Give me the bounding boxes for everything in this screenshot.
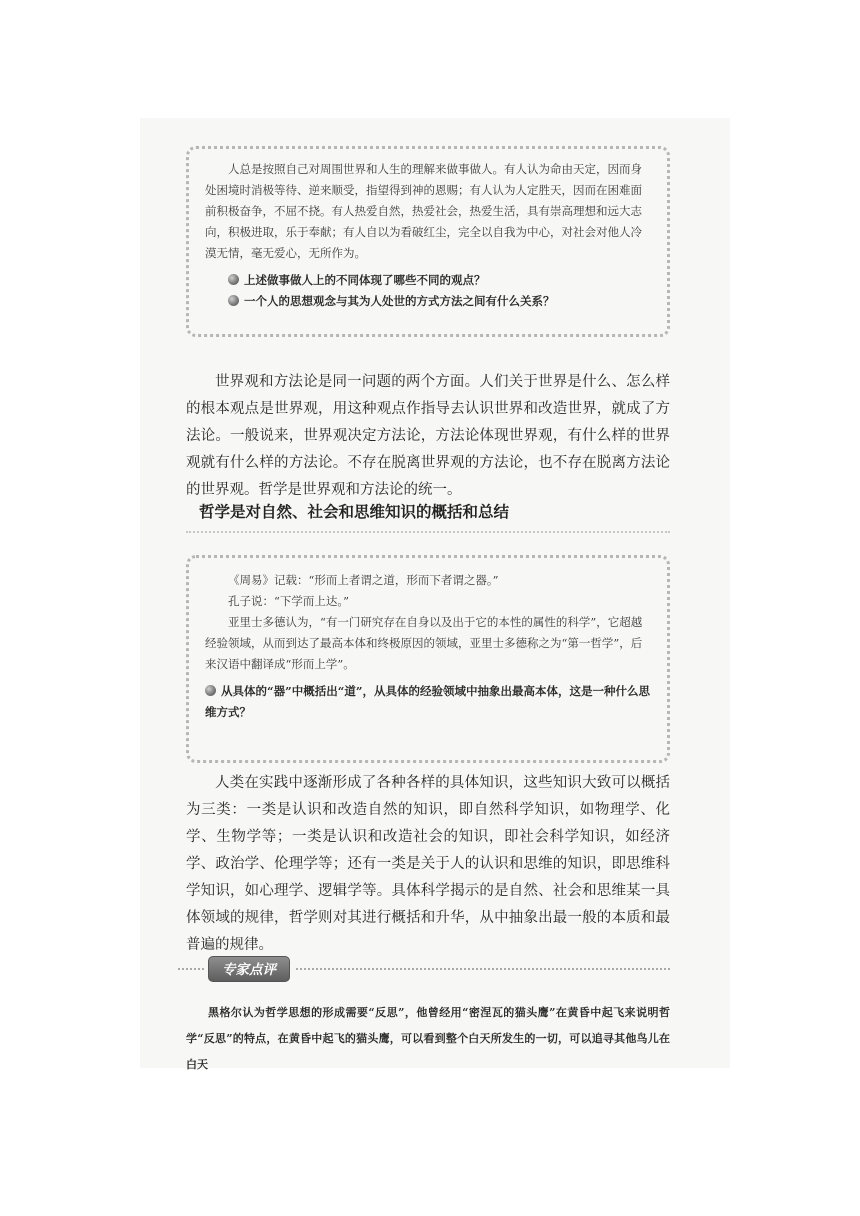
quote-line: 孔子说：“下学而上达。” bbox=[228, 594, 350, 608]
section-heading: 哲学是对自然、社会和思维知识的概括和总结 bbox=[199, 503, 510, 521]
quote-line: 亚里士多德认为，“有一门研究存在自身以及出于它的本性的属性的科学”，它超越经验领域，从而到达了最高本体和终极原因的领域，亚里士多德称之为“第一哲学”，后来汉语中翻译成“形而上学”。 bbox=[205, 615, 643, 671]
expert-comment-header bbox=[178, 955, 670, 983]
quote-line: 《周易》记载：“形而上者谓之道，形而下者谓之器。” bbox=[228, 573, 499, 587]
question-item bbox=[205, 291, 651, 312]
expert-comment-tag: 专家点评 bbox=[208, 956, 290, 982]
question-text: 上述做事做人上的不同体现了哪些不同的观点？ bbox=[244, 273, 486, 287]
heading-divider bbox=[186, 531, 670, 533]
question-text: 从具体的“器”中概括出“道”，从具体的经验领域中抽象出最高本体，这是一种什么思维方式？ bbox=[205, 684, 650, 719]
case-paragraph: 人总是按照自己对周围世界和人生的理解来做事做人。有人认为命由天定，因而身处困境时消极等待、逆来顺受，指望得到神的恩赐；有人认为人定胜天，因而在困难面前积极奋争，不屈不挠。有人热爱自然，热爱社会，热爱生活，具有崇高理想和远大志向，积极进取，乐于奉献；有人自以为看破红尘，完全以自我为中心，对社会对他人冷漠无情，毫无爱心，无所作为。 bbox=[205, 162, 642, 260]
case-box-2 bbox=[186, 555, 670, 763]
bullet-icon bbox=[228, 295, 239, 306]
question-item bbox=[205, 681, 651, 723]
case-box-1 bbox=[186, 146, 670, 337]
body-paragraph bbox=[186, 369, 670, 504]
bullet-icon bbox=[228, 274, 239, 285]
dotted-rule bbox=[296, 968, 670, 970]
paragraph-text: 黑格尔认为哲学思想的形成需要“反思”，他曾经用“密涅瓦的猫头鹰”在黄昏中起飞来说明哲学“反思”的特点，在黄昏中起飞的猫头鹰，可以看到整个白天所发生的一切，可以追寻其他鸟儿在白天 bbox=[186, 1006, 670, 1071]
question-item bbox=[205, 270, 651, 291]
paragraph-text: 世界观和方法论是同一问题的两个方面。人们关于世界是什么、怎么样的根本观点是世界观，用这种观点作指导去认识世界和改造世界，就成了方法论。一般说来，世界观决定方法论，方法论体现世界观，有什么样的世界观就有什么样的方法论。不存在脱离世界观的方法论，也不存在脱离方法论的世界观。哲学是世界观和方法论的统一。 bbox=[186, 374, 670, 498]
paragraph-text: 人类在实践中逐渐形成了各种各样的具体知识，这些知识大致可以概括为三类：一类是认识和改造自然的知识，即自然科学知识，如物理学、化学、生物学等；一类是认识和改造社会的知识，即社会科学知识，如经济学、政治学、伦理学等；还有一类是关于人的认识和思维的知识，即思维科学知识，如心理学、逻辑学等。具体科学揭示的是自然、社会和思维某一具体领域的规律，哲学则对其进行概括和升华，从中抽象出最一般的本质和最普遍的规律。 bbox=[186, 775, 670, 953]
expert-comment-text bbox=[186, 1000, 670, 1078]
dotted-rule bbox=[178, 968, 204, 970]
question-text: 一个人的思想观念与其为人处世的方式方法之间有什么关系？ bbox=[244, 294, 555, 308]
body-paragraph bbox=[186, 770, 670, 959]
bullet-icon bbox=[205, 685, 216, 696]
